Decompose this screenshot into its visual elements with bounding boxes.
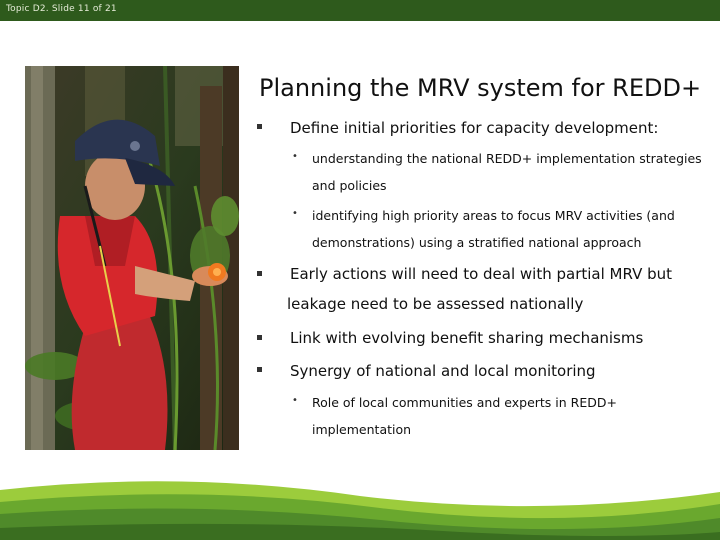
- bullet-benefit-sharing: Link with evolving benefit sharing mechanisms: [290, 329, 644, 347]
- square-bullet-icon: [257, 124, 262, 129]
- subbullet-local-communities-line2: implementation: [312, 422, 412, 437]
- slide-header-bar: [0, 0, 720, 21]
- subbullet-priority-areas-line1: identifying high priority areas to focus MRV activities (and: [312, 208, 675, 223]
- bullet-early-actions-line2: leakage need to be assessed nationally: [287, 295, 584, 313]
- dot-bullet-icon: •: [292, 208, 298, 219]
- slide-counter: Topic D2. Slide 11 of 21: [6, 4, 117, 14]
- subbullet-strategies-line2: and policies: [312, 178, 387, 193]
- forest-photo: [25, 66, 239, 450]
- dot-bullet-icon: •: [292, 395, 298, 406]
- square-bullet-icon: [257, 335, 262, 340]
- bullet-synergy-monitoring: Synergy of national and local monitoring: [290, 362, 596, 380]
- slide-title: Planning the MRV system for REDD+: [259, 74, 702, 102]
- square-bullet-icon: [257, 271, 262, 276]
- subbullet-priority-areas-line2: demonstrations) using a stratified national approach: [312, 235, 642, 250]
- subbullet-local-communities-line1: Role of local communities and experts in REDD+: [312, 395, 617, 410]
- bullet-early-actions-line1: Early actions will need to deal with partial MRV but: [290, 265, 673, 283]
- footer-wave: [0, 474, 720, 540]
- square-bullet-icon: [257, 367, 262, 372]
- bullet-capacity-priorities: Define initial priorities for capacity development:: [290, 119, 659, 137]
- dot-bullet-icon: •: [292, 151, 298, 162]
- subbullet-strategies-line1: understanding the national REDD+ implementation strategies: [312, 151, 702, 166]
